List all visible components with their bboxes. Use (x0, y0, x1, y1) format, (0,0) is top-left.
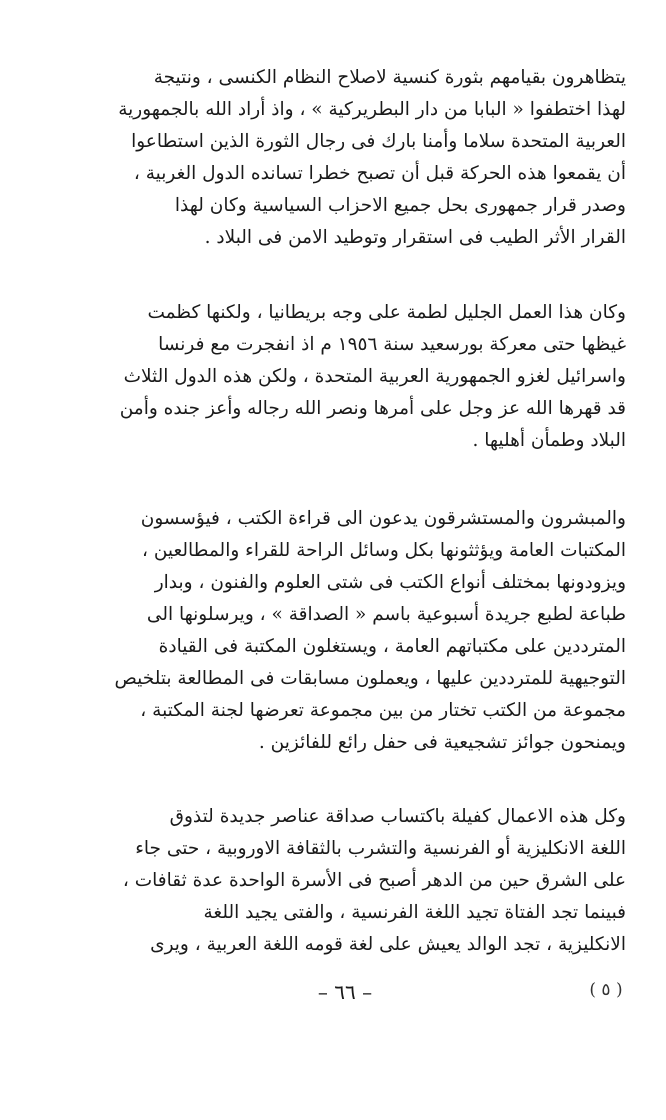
paragraph-2 (36, 297, 626, 457)
paragraph-4 (36, 801, 626, 961)
paragraph-3 (36, 503, 626, 759)
paragraph-line: قد قهرها الله عز وجل على أمرها ونصر الله رجاله وأعز جنده وأمن (119, 398, 626, 419)
paragraph-line: أن يقمعوا هذه الحركة قبل أن تصبح خطرا تسانده الدول الغربية ، (133, 163, 626, 184)
paragraph-line: طباعة لطبع جريدة أسبوعية باسم « الصداقة » ، ويرسلونها الى (146, 604, 626, 625)
printer-signature-mark: ( ٥ ) (589, 980, 623, 1000)
paragraph-line: فبينما تجد الفتاة تجيد اللغة الفرنسية ، والفتى يجيد اللغة (203, 902, 626, 923)
paragraph-line: والمبشرون والمستشرقون يدعون الى قراءة الكتب ، فيؤسسون (140, 508, 626, 529)
paragraph-line: على الشرق حين من الدهر أصبح فى الأسرة الواحدة عدة ثقافات ، (122, 870, 626, 891)
paragraph-line: العربية المتحدة سلاما وأمنا بارك فى رجال الثورة الذين استطاعوا (131, 131, 626, 152)
paragraph-line: القرار الأثر الطيب فى استقرار وتوطيد الامن فى البلاد . (204, 227, 626, 248)
paragraph-line: اللغة الانكليزية أو الفرنسية والتشرب بالثقافة الاوروبية ، حتى جاء (135, 838, 626, 859)
paragraph-line: وصدر قرار جمهورى بحل جميع الاحزاب السياسية وكان لهذا (174, 195, 626, 216)
paragraph-line: وكل هذه الاعمال كفيلة باكتساب صداقة عناصر جديدة لتذوق (169, 806, 626, 827)
page-number: – ٦٦ – (317, 980, 373, 1004)
paragraph-line: ويمنحون جوائز تشجيعية فى حفل رائع للفائزين . (258, 732, 626, 753)
paragraph-line: يتظاهرون بقيامهم بثورة كنسية لاصلاح النظام الكنسى ، ونتيجة (153, 67, 626, 88)
paragraph-1 (36, 62, 626, 254)
paragraph-line: مجموعة من الكتب تختار من بين مجموعة تعرضها لجنة المكتبة ، (140, 700, 626, 721)
paragraph-line: البلاد وطمأن أهليها . (472, 430, 626, 451)
paragraph-line: المترددين على مكتباتهم العامة ، ويستغلون المكتبة فى القيادة (158, 636, 626, 657)
paragraph-line: المكتبات العامة ويؤثثونها بكل وسائل الراحة للقراء والمطالعين ، (141, 540, 626, 561)
paragraph-line: التوجيهية للمترددين عليها ، ويعملون مسابقات فى المطالعة بتلخيص (114, 668, 626, 689)
paragraph-line: وكان هذا العمل الجليل لطمة على وجه بريطانيا ، ولكنها كظمت (147, 302, 626, 323)
paragraph-line: ويزودونها بمختلف أنواع الكتب فى شتى العلوم والفنون ، وبدار (154, 572, 626, 593)
paragraph-line: واسرائيل لغزو الجمهورية العربية المتحدة ، ولكن هذه الدول الثلاث (123, 366, 626, 387)
paragraph-line: الانكليزية ، تجد الوالد يعيش على لغة قومه اللغة العربية ، ويرى (150, 934, 626, 955)
paragraph-line: لهذا اختطفوا « البابا من دار البطريركية » ، واذ أراد الله بالجمهورية (118, 99, 626, 120)
paragraph-line: غيظها حتى معركة بورسعيد سنة ١٩٥٦ م اذ انفجرت مع فرنسا (158, 334, 626, 355)
